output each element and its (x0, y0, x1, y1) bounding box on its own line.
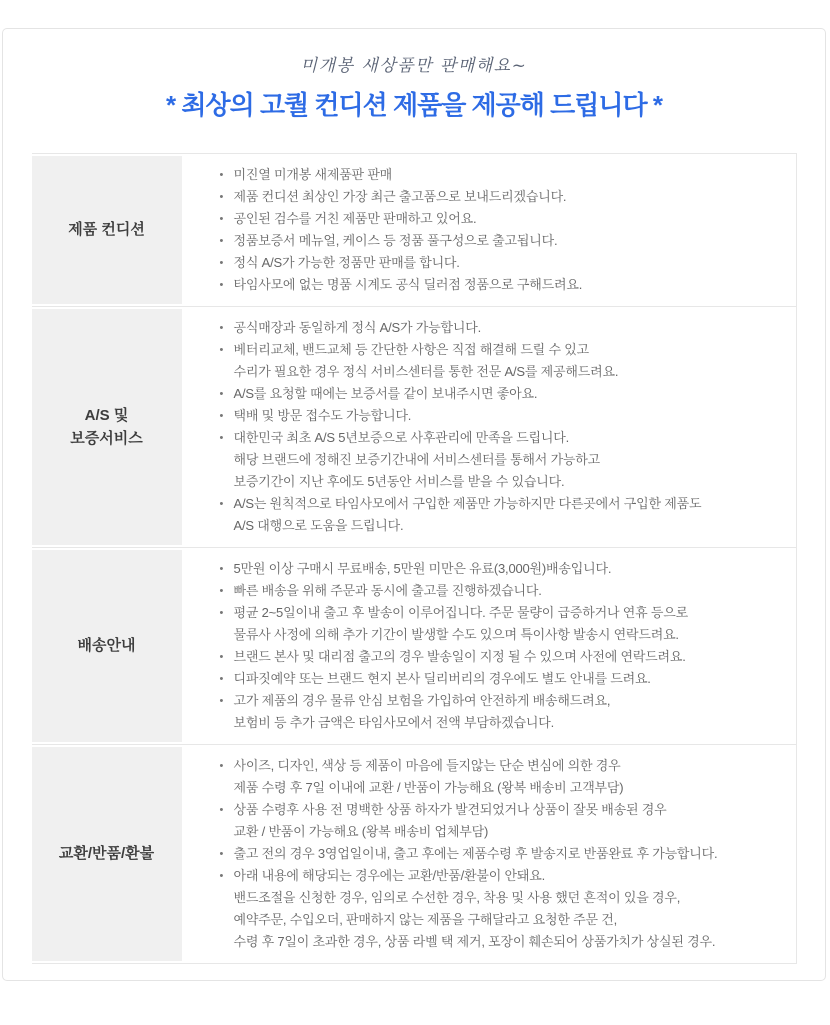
bullet-item (220, 339, 790, 383)
bullet-text: 제품 수령 후 7일 이내에 교환 / 반품이 가능해요 (왕복 배송비 고객부담) (233, 780, 624, 795)
bullet-text: 예약주문, 수입오더, 판매하지 않는 제품을 구해달라고 요청한 주문 건, (233, 912, 618, 927)
bullet-dot-icon: • (219, 410, 224, 422)
info-table (32, 153, 797, 964)
bullet-item (220, 317, 790, 339)
table-row (32, 156, 796, 304)
bullet-line (220, 580, 790, 602)
bullet-continuation-line (220, 712, 790, 734)
bullet-line (220, 493, 790, 515)
table-row (32, 550, 796, 742)
bullet-line (220, 339, 790, 361)
page-title: * 최상의 고퀄 컨디션 제품을 제공해 드립니다 * (166, 90, 662, 120)
bullet-continuation-line (220, 361, 790, 383)
row-divider (32, 153, 796, 154)
bullet-text: 베터리교체, 밴드교체 등 간단한 사항은 직접 해결해 드릴 수 있고 (233, 342, 589, 357)
bullet-text: 평균 2~5일이내 출고 후 발송이 이루어집니다. 주문 물량이 급증하거나 연휴 등으로 (233, 605, 688, 620)
row-content (182, 747, 796, 961)
row-label (32, 156, 182, 304)
bullet-dot-icon: • (219, 848, 224, 860)
bullet-item (220, 580, 790, 602)
bullet-dot-icon: • (219, 563, 224, 575)
bullet-text: 빠른 배송을 위해 주문과 동시에 출고를 진행하겠습니다. (233, 583, 542, 598)
bullet-text: 고가 제품의 경우 물류 안심 보험을 가입하여 안전하게 배송해드려요, (233, 693, 611, 708)
bullet-line (220, 274, 790, 296)
bullet-line (220, 405, 790, 427)
bullet-continuation-line (220, 887, 790, 909)
bullet-text: 수리가 필요한 경우 정식 서비스센터를 통한 전문 A/S를 제공해드려요. (233, 364, 619, 379)
bullet-item (220, 668, 790, 690)
bullet-dot-icon: • (219, 585, 224, 597)
bullet-line (220, 186, 790, 208)
bullet-text: 교환 / 반품이 가능해요 (왕복 배송비 업체부담) (233, 824, 489, 839)
bullet-text: 밴드조절을 신청한 경우, 임의로 수선한 경우, 착용 및 사용 했던 흔적이 있을 경우, (233, 890, 681, 905)
bullet-text: 상품 수령후 사용 전 명백한 상품 하자가 발견되었거나 상품이 잘못 배송된 경우 (233, 802, 667, 817)
bullet-item (220, 230, 790, 252)
bullet-dot-icon: • (219, 213, 224, 225)
bullet-item (220, 646, 790, 668)
row-label-line: 교환/반품/환불 (58, 845, 155, 863)
bullet-item (220, 164, 790, 186)
bullet-item (220, 252, 790, 274)
bullet-dot-icon: • (219, 651, 224, 663)
table-row (32, 747, 796, 961)
bullet-item (220, 602, 790, 646)
bullet-dot-icon: • (219, 191, 224, 203)
bullet-line (220, 755, 790, 777)
bullet-line (220, 865, 790, 887)
row-label-line: 배송안내 (77, 637, 136, 655)
bullet-line (220, 799, 790, 821)
bullet-dot-icon: • (219, 870, 224, 882)
handwritten-tagline: 미개봉 새상품만 판매해요~ (300, 56, 528, 76)
bullet-dot-icon: • (219, 498, 224, 510)
bullet-dot-icon: • (219, 432, 224, 444)
bullet-text: 해당 브랜드에 정해진 보증기간내에 서비스센터를 통해서 가능하고 (233, 452, 600, 467)
bullet-line (220, 230, 790, 252)
row-content (182, 156, 796, 304)
panel-header (3, 29, 825, 122)
row-label (32, 747, 182, 961)
row-content (182, 550, 796, 742)
bullet-text: 출고 전의 경우 3영업일이내, 출고 후에는 제품수령 후 발송지로 반품완료 후 가능합니다. (233, 846, 718, 861)
row-divider (32, 547, 796, 548)
bullet-text: A/S는 원칙적으로 타임사모에서 구입한 제품만 가능하지만 다른곳에서 구입한 제품도 (233, 496, 702, 511)
bullet-text: 브랜드 본사 및 대리점 출고의 경우 발송일이 지정 될 수 있으며 사전에 연락드려요. (233, 649, 686, 664)
bullet-text: A/S를 요청할 때에는 보증서를 같이 보내주시면 좋아요. (233, 386, 538, 401)
bullet-line (220, 558, 790, 580)
row-label-line: A/S 및 (84, 406, 129, 424)
bullet-item (220, 186, 790, 208)
row-divider (32, 744, 796, 745)
bullet-text: 정품보증서 메뉴얼, 케이스 등 정품 풀구성으로 출고됩니다. (233, 233, 558, 248)
bullet-line (220, 843, 790, 865)
bullet-continuation-line (220, 471, 790, 493)
bullet-line (220, 164, 790, 186)
bullet-text: 미진열 미개봉 새제품판 판매 (233, 167, 393, 182)
bullet-item (220, 427, 790, 493)
bullet-dot-icon: • (219, 804, 224, 816)
bullet-line (220, 252, 790, 274)
bullet-item (220, 755, 790, 799)
bullet-item (220, 843, 790, 865)
bullet-text: 대한민국 최초 A/S 5년보증으로 사후관리에 만족을 드립니다. (233, 430, 570, 445)
bullet-item (220, 865, 790, 953)
bullet-line (220, 690, 790, 712)
bullet-text: 사이즈, 디자인, 색상 등 제품이 마음에 들지않는 단순 변심에 의한 경우 (233, 758, 621, 773)
bullet-text: 공식매장과 동일하게 정식 A/S가 가능합니다. (233, 320, 481, 335)
bullet-dot-icon: • (219, 322, 224, 334)
table-row (32, 309, 796, 545)
bullet-text: 수령 후 7일이 초과한 경우, 상품 라벨 택 제거, 포장이 훼손되어 상품가치가 상실된 경우. (233, 934, 716, 949)
bullet-text: 타임사모에 없는 명품 시계도 공식 딜러점 정품으로 구해드려요. (233, 277, 583, 292)
bullet-continuation-line (220, 777, 790, 799)
bullet-line (220, 317, 790, 339)
bullet-item (220, 799, 790, 843)
bullet-dot-icon: • (219, 388, 224, 400)
bullet-continuation-line (220, 515, 790, 537)
info-panel (2, 28, 826, 981)
bullet-dot-icon: • (219, 344, 224, 356)
bullet-continuation-line (220, 931, 790, 953)
bullet-item (220, 274, 790, 296)
bullet-dot-icon: • (219, 169, 224, 181)
row-content (182, 309, 796, 545)
bullet-item (220, 558, 790, 580)
bullet-text: 물류사 사정에 의해 추가 기간이 발생할 수도 있으며 특이사항 발송시 연락드려요. (233, 627, 679, 642)
bullet-text: 정식 A/S가 가능한 정품만 판매를 합니다. (233, 255, 460, 270)
row-divider (32, 306, 796, 307)
bullet-line (220, 668, 790, 690)
bullet-line (220, 427, 790, 449)
bullet-dot-icon: • (219, 235, 224, 247)
row-divider (32, 963, 796, 964)
bullet-text: 제품 컨디션 최상인 가장 최근 출고품으로 보내드리겠습니다. (233, 189, 567, 204)
bullet-line (220, 383, 790, 405)
bullet-line (220, 208, 790, 230)
bullet-item (220, 690, 790, 734)
bullet-dot-icon: • (219, 279, 224, 291)
bullet-dot-icon: • (219, 607, 224, 619)
bullet-line (220, 646, 790, 668)
bullet-continuation-line (220, 449, 790, 471)
bullet-item (220, 405, 790, 427)
bullet-text: 5만원 이상 구매시 무료배송, 5만원 미만은 유료(3,000원)배송입니다. (233, 561, 612, 576)
bullet-text: 보험비 등 추가 금액은 타임사모에서 전액 부담하겠습니다. (233, 715, 554, 730)
bullet-item (220, 383, 790, 405)
bullet-text: A/S 대행으로 도움을 드립니다. (233, 518, 404, 533)
bullet-item (220, 208, 790, 230)
row-label (32, 550, 182, 742)
row-label-line: 제품 컨디션 (68, 221, 145, 239)
bullet-dot-icon: • (219, 695, 224, 707)
bullet-text: 디파짓예약 또는 브랜드 현지 본사 딜리버리의 경우에도 별도 안내를 드려요. (233, 671, 651, 686)
bullet-dot-icon: • (219, 257, 224, 269)
row-label-line: 보증서비스 (70, 430, 143, 447)
bullet-continuation-line (220, 624, 790, 646)
row-label (32, 309, 182, 545)
bullet-line (220, 602, 790, 624)
bullet-continuation-line (220, 909, 790, 931)
bullet-text: 보증기간이 지난 후에도 5년동안 서비스를 받을 수 있습니다. (233, 474, 565, 489)
bullet-dot-icon: • (219, 673, 224, 685)
bullet-dot-icon: • (219, 760, 224, 772)
bullet-text: 공인된 검수를 거친 제품만 판매하고 있어요. (233, 211, 477, 226)
bullet-text: 아래 내용에 해당되는 경우에는 교환/반품/환불이 안돼요. (233, 868, 546, 883)
bullet-item (220, 493, 790, 537)
bullet-continuation-line (220, 821, 790, 843)
bullet-text: 택배 및 방문 접수도 가능합니다. (233, 408, 412, 423)
